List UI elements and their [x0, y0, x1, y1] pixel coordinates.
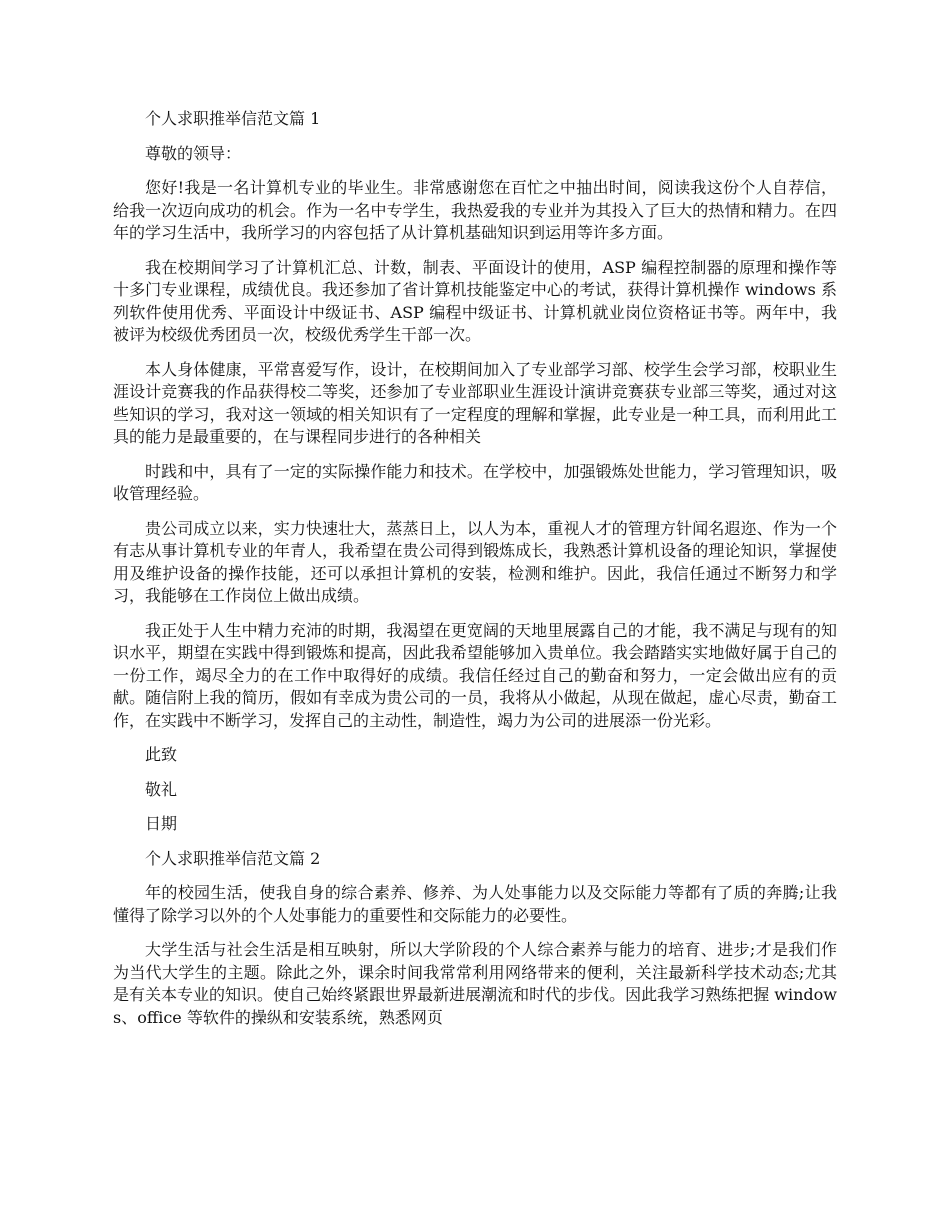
paragraph-university-life: 大学生活与社会生活是相互映射，所以大学阶段的个人综合素养与能力的培育、进步;才是我们作为当代大学生的主题。除此之外，课余时间我常常利用网络带来的便利，关注最新科学技术动态;尤其是有关本专业的知识。使自己始终紧跟世界最新进展潮流和时代的步伐。因此我学习熟练把握 windows、office 等软件的操纵和安装系统，熟悉网页 [113, 940, 837, 1027]
heading-sample-1: 个人求职推举信范文篇 1 [145, 109, 321, 128]
paragraph-intro: 您好!我是一名计算机专业的毕业生。非常感谢您在百忙之中抽出时间，阅读我这份个人自荐信，给我一次迈向成功的机会。作为一名中专学生，我热爱我的专业并为其投入了巨大的热情和精力。在四年的学习生活中，我所学习的内容包括了从计算机基础知识到运用等许多方面。 [113, 178, 837, 242]
document-body [113, 108, 837, 1041]
paragraph-courses: 我在校期间学习了计算机汇总、计数，制表、平面设计的使用，ASP 编程控制器的原理和操作等十多门专业课程，成绩优良。我还参加了省计算机技能鉴定中心的考试，获得计算机操作 windows 系列软件使用优秀、平面设计中级证书、ASP 编程中级证书、计算机就业岗位资格证书等。两年中，我被评为校级优秀团员一次，校级优秀学生干部一次。 [113, 257, 837, 344]
paragraph-company: 贵公司成立以来，实力快速壮大，蒸蒸日上，以人为本，重视人才的管理方针闻名遐迩、作为一个有志从事计算机专业的年青人，我希望在贵公司得到锻炼成长，我熟悉计算机设备的理论知识，掌握使用及维护设备的操作技能，还可以承担计算机的安装，检测和维护。因此，我信任通过不断努力和学习，我能够在工作岗位上做出成绩。 [113, 518, 837, 605]
heading-sample-2: 个人求职推举信范文篇 2 [145, 848, 321, 868]
closing-2: 敬礼 [145, 779, 178, 799]
paragraph-activities: 本人身体健康，平常喜爱写作，设计，在校期间加入了专业部学习部、校学生会学习部，校职业生涯设计竞赛我的作品获得校二等奖，还参加了专业部职业生涯设计演讲竞赛获专业部三等奖，通过对这些知识的学习，我对这一领域的相关知识有了一定程度的理解和掌握，此专业是一种工具，而利用此工具的能力是最重要的，在与课程同步进行的各种相关 [113, 359, 837, 446]
salutation: 尊敬的领导： [145, 143, 242, 163]
paragraph-campus-life: 年的校园生活，使我自身的综合素养、修养、为人处事能力以及交际能力等都有了质的奔腾;让我懂得了除学习以外的个人处事能力的重要性和交际能力的必要性。 [113, 883, 837, 925]
closing-1: 此致 [145, 745, 178, 764]
paragraph-aspiration: 我正处于人生中精力充沛的时期，我渴望在更宽阔的天地里展露自己的才能，我不满足与现有的知识水平，期望在实践中得到锻炼和提高，因此我希望能够加入贵单位。我会踏踏实实地做好属于自己的一份工作，竭尽全力的在工作中取得好的成绩。我信任经过自己的勤奋和努力，一定会做出应有的贡献。随信附上我的简历，假如有幸成为贵公司的一员，我将从小做起，从现在做起，虚心尽责，勤奋工作，在实践中不断学习，发挥自己的主动性，制造性，竭力为公司的进展添一份光彩。 [113, 620, 837, 730]
paragraph-practice: 时践和中，具有了一定的实际操作能力和技术。在学校中，加强锻炼处世能力，学习管理知识，吸收管理经验。 [113, 461, 837, 503]
date-line: 日期 [145, 814, 178, 833]
